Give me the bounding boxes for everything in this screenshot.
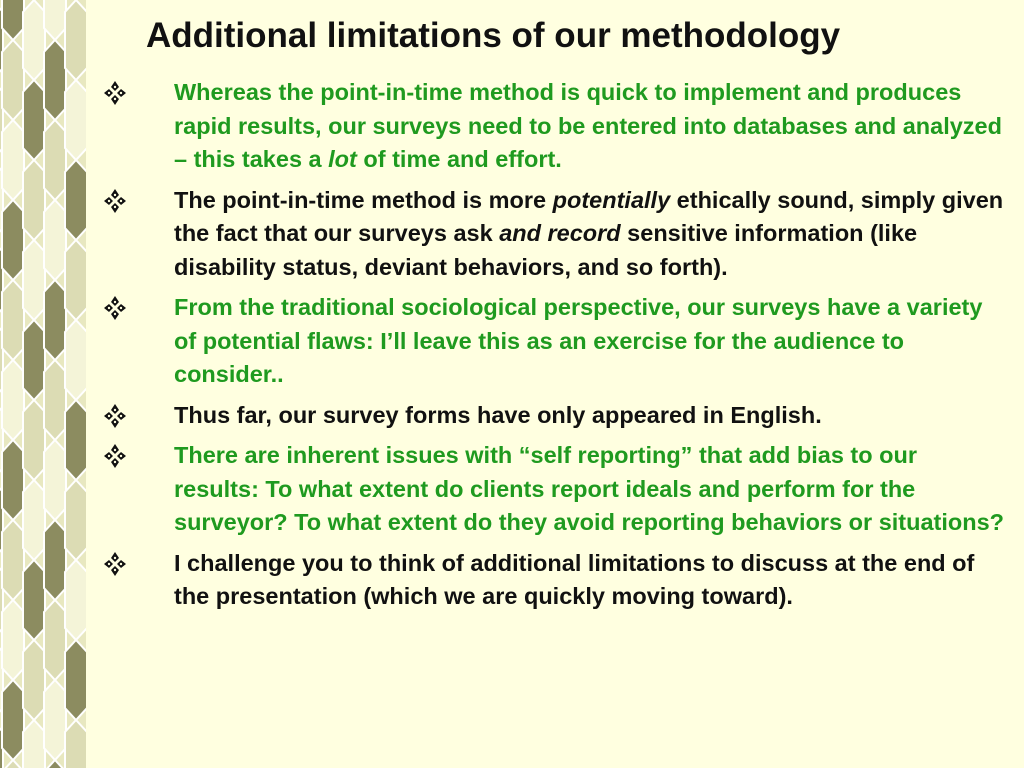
hexagon-tile [2,360,24,440]
hexagon-tile [65,80,86,160]
four-diamond-bullet-icon [100,402,130,430]
decorative-hexagon-pattern [0,0,86,768]
hexagon-tile [2,200,24,280]
hexagon-tile [23,640,45,720]
hexagon-tile [44,0,66,40]
bullet-item [100,439,1005,540]
hexagon-tile [2,440,24,520]
hexagon-tile [65,400,86,480]
bullet-list [100,76,1005,621]
hexagon-tile [65,0,86,80]
hexagon-tile [2,40,24,120]
four-diamond-bullet-icon [100,442,130,470]
hexagon-tile [44,360,66,440]
hexagon-tile [23,80,45,160]
hexagon-tile [44,440,66,520]
hexagon-tile [23,240,45,320]
bullet-item [100,76,1005,177]
hexagon-tile [44,760,66,768]
four-diamond-bullet-icon [100,79,130,107]
hexagon-tile [44,40,66,120]
bullet-text: From the traditional sociological perspective, our surveys have a variety of potential flaws: I’ll leave this as an exercise for the audience to consider.. [174,294,983,387]
bullet-item [100,399,1005,433]
bullet-text: The point-in-time method is more potentially ethically sound, simply given the fact that our surveys ask and record sensitive information (like disability status, deviant behaviors, and so forth). [174,186,1004,280]
four-diamond-bullet-icon [100,294,130,322]
hexagon-tile [65,240,86,320]
bullet-text: I challenge you to think of additional limitations to discuss at the end of the presentation (which we are quickly moving toward). [174,549,975,609]
bullet-text: Whereas the point-in-time method is quick to implement and produces rapid results, our surveys need to be entered into databases and analyzed – this takes a lot of time and effort. [174,79,1002,172]
hexagon-tile [65,640,86,720]
hexagon-tile [44,680,66,760]
hexagon-tile [65,720,86,768]
hexagon-tile [44,200,66,280]
hexagon-tile [23,720,45,768]
hexagon-tile [2,680,24,760]
hexagon-tile [44,520,66,600]
bullet-text: Thus far, our survey forms have only appeared in English. [174,401,822,428]
hexagon-tile [2,760,24,768]
four-diamond-bullet-icon [100,550,130,578]
hexagon-tile [23,160,45,240]
bullet-text: There are inherent issues with “self reporting” that add bias to our results: To what extent do clients report ideals and perform for the surveyor? To what extent do they avoid reporting behaviors or situations? [174,442,1005,535]
hexagon-tile [23,0,45,80]
hexagon-tile [23,480,45,560]
hexagon-tile [23,560,45,640]
hexagon-tile [44,120,66,200]
hexagon-tile [2,600,24,680]
slide-title: Additional limitations of our methodology [146,16,841,55]
hexagon-tile [23,320,45,400]
hexagon-tile [65,320,86,400]
hexagon-tile [65,160,86,240]
hexagon-tile [65,560,86,640]
hexagon-tile [2,120,24,200]
four-diamond-bullet-icon [100,187,130,215]
bullet-item [100,291,1005,392]
hexagon-tile [44,600,66,680]
hexagon-tile [2,520,24,600]
hexagon-tile [23,400,45,480]
bullet-item [100,184,1005,285]
bullet-item [100,547,1005,614]
hexagon-tile [2,280,24,360]
hexagon-tile [2,0,24,40]
hexagon-tile [44,280,66,360]
hexagon-tile [65,480,86,560]
